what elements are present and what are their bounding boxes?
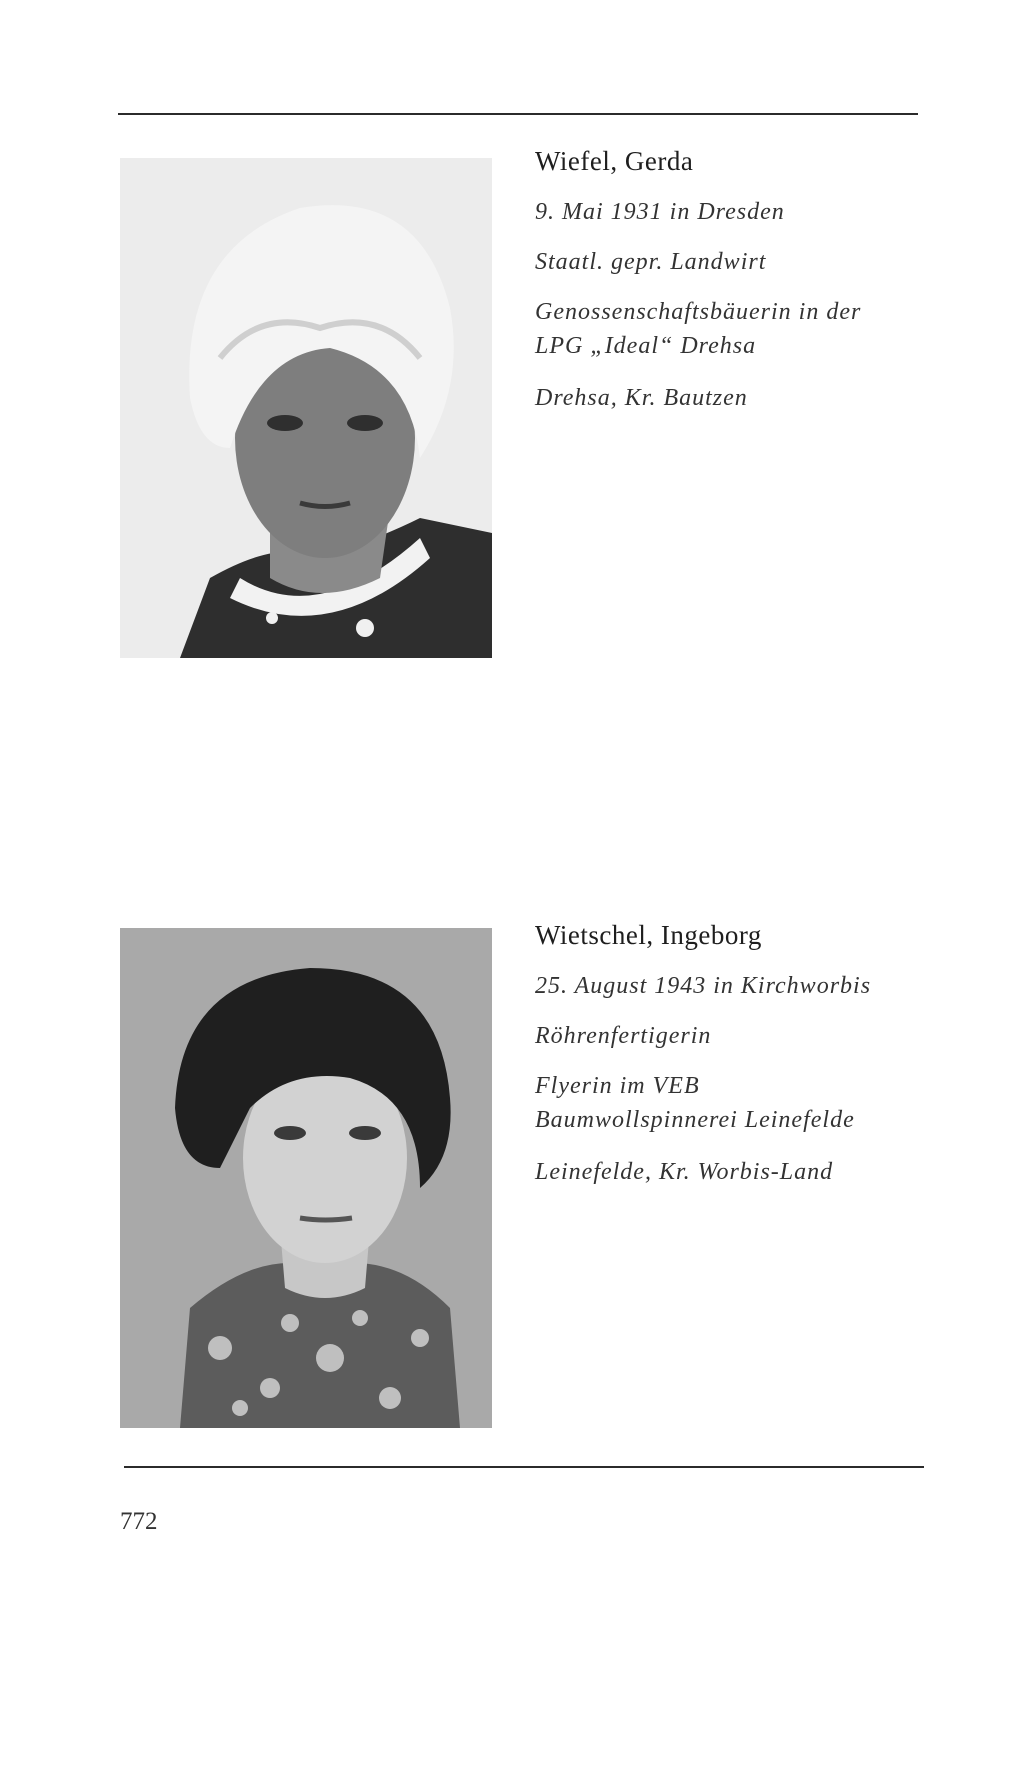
top-rule xyxy=(118,113,918,115)
occupation xyxy=(535,1069,975,1137)
qualification: Röhrenfertigerin xyxy=(535,1023,712,1049)
occupation-line-2: Baumwollspinnerei Leinefelde xyxy=(535,1107,855,1133)
occupation-line-2: LPG „Ideal“ Drehsa xyxy=(535,333,757,359)
occupation-line-1: Flyerin im VEB xyxy=(535,1073,700,1099)
occupation xyxy=(535,295,975,363)
birth-info: 9. Mai 1931 in Dresden xyxy=(535,199,785,225)
bottom-rule xyxy=(124,1466,924,1468)
person-name: Wiefel, Gerda xyxy=(535,146,694,176)
page-number: 772 xyxy=(120,1508,158,1535)
residence: Leinefelde, Kr. Worbis-Land xyxy=(535,1159,834,1185)
portrait-image xyxy=(120,928,492,1428)
birth-info: 25. August 1943 in Kirchworbis xyxy=(535,973,872,999)
portrait-photo-ingeborg xyxy=(120,928,492,1428)
portrait-photo-gerda xyxy=(120,158,492,658)
occupation-line-1: Genossenschaftsbäuerin in der xyxy=(535,299,862,325)
person-name: Wietschel, Ingeborg xyxy=(535,920,762,950)
residence: Drehsa, Kr. Bautzen xyxy=(535,385,748,411)
qualification: Staatl. gepr. Landwirt xyxy=(535,249,767,275)
portrait-image xyxy=(120,158,492,658)
biography-entry xyxy=(535,146,975,431)
biography-entry xyxy=(535,920,975,1205)
